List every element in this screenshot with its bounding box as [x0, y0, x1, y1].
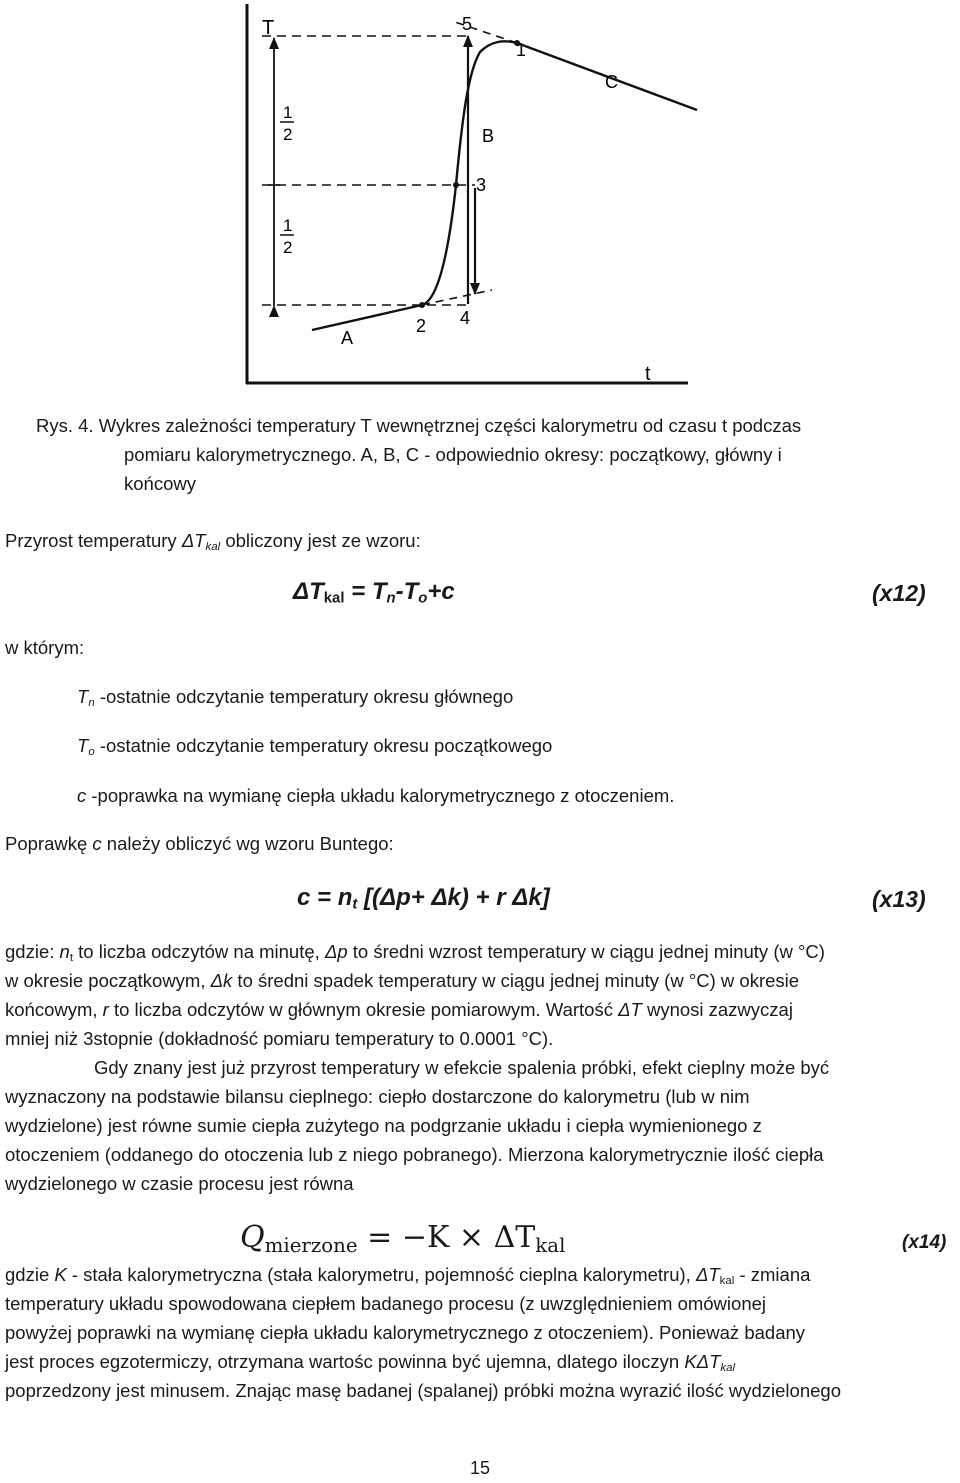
- where-label: w którym:: [5, 637, 85, 658]
- period-C-label: C: [605, 72, 618, 92]
- point-1-label: 1: [516, 40, 527, 60]
- paragraph-2-line-4: otoczeniem (oddanego do otoczenia lub z niego pobranego). Mierzona kalorymetrycznie ilość ciepła: [5, 1144, 824, 1165]
- definition-tn: $T_n$ -ostatnie odczytanie temperatury okresu głównego: [77, 686, 514, 709]
- period-B-label: B: [482, 126, 495, 146]
- paragraph-1-line-2: w okresie początkowym, Δk to średni spadek temperatury w ciągu jednej minuty (w °C) w okresie: [5, 970, 800, 991]
- point-3-label: 3: [476, 175, 487, 195]
- paragraph-3-line-3: powyżej poprawki na wymianę ciepła układu kalorymetrycznego z otoczeniem). Ponieważ badany: [5, 1322, 806, 1343]
- equation-x13: $c = n_t$ [(Δp+ Δk) + r Δk]: [297, 884, 550, 913]
- paragraph-1-line-4: mniej niż 3stopnie (dokładność pomiaru temperatury to 0.0001 °C).: [5, 1028, 554, 1049]
- paragraph-1-line-3: końcowym, r to liczba odczytów w głównym okresie pomiarowym. Wartość ΔT wynosi zazwyczaj: [5, 999, 793, 1020]
- period-A-label: A: [341, 328, 354, 348]
- equation-x14-number: (x14): [902, 1232, 947, 1253]
- bunte-intro: Poprawkę c należy obliczyć wg wzoru Buntego:: [5, 833, 394, 854]
- point-2-label: 2: [416, 316, 427, 336]
- half-bottom-denominator: 2: [283, 238, 293, 257]
- definition-to: $T_o$ -ostatnie odczytanie temperatury okresu początkowego: [77, 735, 553, 758]
- equation-x13-number: (x13): [872, 886, 926, 912]
- figure-caption-line-1: Rys. 4. Wykres zależności temperatury T wewnętrznej części kalorymetru od czasu t podczas: [36, 415, 802, 436]
- page-number: 15: [470, 1458, 491, 1478]
- figure-caption-line-3: końcowy: [124, 473, 196, 494]
- point-3-marker: [453, 182, 459, 188]
- paragraph-2-line-2: wyznaczony na podstawie bilansu cieplnego: ciepło dostarczone do kalorymetru (lub w nim: [5, 1086, 750, 1107]
- half-top-denominator: 2: [283, 125, 293, 144]
- equation-x12-number: (x12): [872, 580, 926, 606]
- definition-c: c -poprawka na wymianę ciepła układu kalorymetrycznego z otoczeniem.: [77, 785, 675, 806]
- paragraph-3-line-2: temperatury układu spowodowana ciepłem badanego procesu (z uwzględnieniem omówionej: [5, 1293, 767, 1314]
- paragraph-3-line-4: jest proces egzotermiczy, otrzymana wartośc powinna być ujemna, dlatego iloczyn $K\Delta T_{kal}$: [5, 1351, 736, 1374]
- paragraph-2-line-1: Gdy znany jest już przyrost temperatury w efekcie spalenia próbki, efekt cieplny może być: [94, 1057, 830, 1078]
- point-4-label: 4: [460, 308, 471, 328]
- equation-x14: $Q_{mierzone} = -K \times \Delta T_{kal}$: [240, 1220, 566, 1257]
- y-axis-label: T: [262, 17, 275, 39]
- paragraph-1-line-1: gdzie: $n_t$ to liczba odczytów na minutę, Δp to średni wzrost temperatury w ciągu jednej minuty (w °C): [5, 941, 825, 964]
- point-5-label: 5: [462, 14, 473, 34]
- paragraph-2-line-5: wydzielonego w czasie procesu jest równa: [5, 1173, 354, 1194]
- calorimetry-temperature-time-diagram: [0, 0, 960, 400]
- paragraph-2-line-3: wydzielone) jest równe sumie ciepła zużytego na podgrzanie układu i ciepła wymienionego z: [5, 1115, 762, 1136]
- x-axis-label: t: [645, 363, 651, 385]
- half-top-numerator: 1: [283, 103, 293, 122]
- point-2-marker: [419, 302, 425, 308]
- figure-caption-line-2: pomiaru kalorymetrycznego. A, B, C - odpowiednio okresy: początkowy, główny i: [124, 444, 782, 465]
- extrapolation-initial: [422, 290, 492, 305]
- equation-x12: $\Delta T_{kal} = T_n-T_o+c$: [293, 578, 455, 607]
- intro-sentence: Przyrost temperatury $\Delta T_{kal}$ obliczony jest ze wzoru:: [5, 530, 421, 553]
- half-bottom-numerator: 1: [283, 216, 293, 235]
- paragraph-3-line-5: poprzedzony jest minusem. Znając masę badanej (spalanej) próbki można wyrazić ilość wydzielonego: [5, 1380, 841, 1401]
- paragraph-3-line-1: gdzie K - stała kalorymetryczna (stała kalorymetru, pojemność cieplna kalorymetru), $\Delta T_{kal}$ - zmiana: [5, 1264, 811, 1287]
